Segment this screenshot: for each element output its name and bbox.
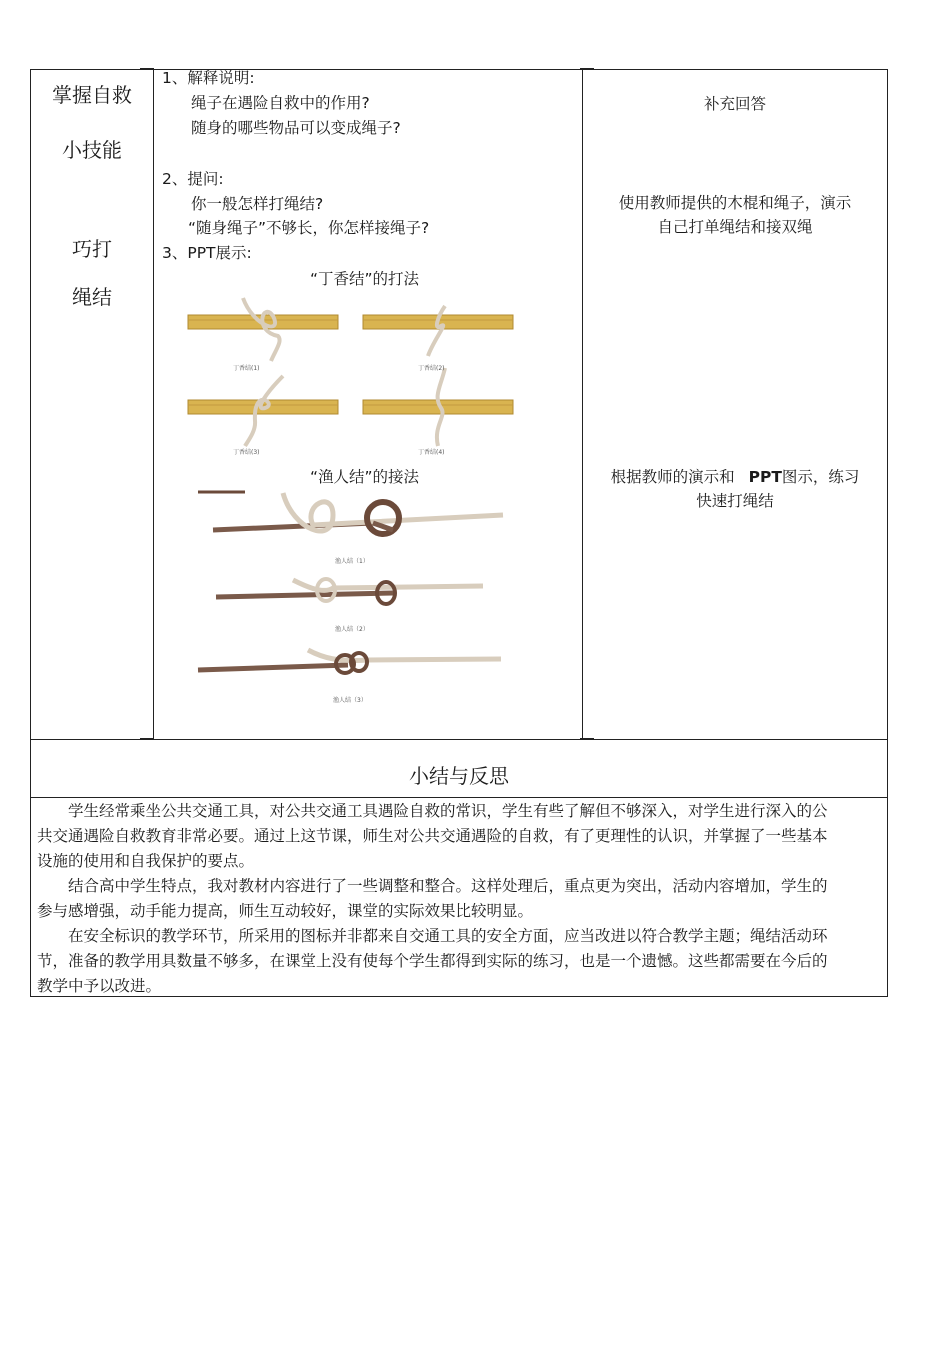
topic-line-1: 掌握自救: [52, 83, 132, 107]
topic-line-3: 巧打: [72, 237, 112, 261]
table-tick: [580, 68, 594, 69]
row-divider-2: [30, 797, 888, 798]
fisher-caption-1: 渔人结（1）: [335, 558, 369, 565]
fisher-step-1: [213, 493, 503, 534]
clove-caption-2: 丁香结(2): [418, 365, 445, 372]
fisher-caption-2: 渔人结（2）: [335, 626, 369, 633]
student-activity-2: [583, 191, 887, 239]
clove-caption-1: 丁香结(1): [233, 365, 260, 372]
summary-paragraph-2: 结合高中学生特点，我对教材内容进行了一些调整和整合。这样处理后，重点更为突出，活动内容增加，学生的参与感增强，动手能力提高，师生互动较好，课堂的实际效果比较明显。: [37, 877, 828, 920]
fisher-step-3: [198, 650, 501, 673]
fisherman-knot-image: [183, 490, 510, 712]
table-tick: [580, 738, 594, 739]
topic-line-2: 小技能: [62, 138, 122, 162]
table-tick: [140, 738, 154, 739]
fisherman-knot-title: “渔人结”的接法: [310, 468, 420, 486]
student-activity-3-text-c: 图示，练习: [781, 468, 860, 486]
topic-line-4: 绳结: [72, 285, 112, 309]
student-activity-3-line2: 快速打绳结: [696, 492, 774, 510]
clove-hitch-title: “丁香结”的打法: [310, 270, 420, 288]
clove-step-3: [188, 376, 338, 446]
student-activity-2-line2: 自己打单绳结和接双绳: [657, 218, 813, 236]
clove-step-1: [188, 298, 338, 361]
item1-question2: 随身的哪些物品可以变成绳子?: [191, 119, 401, 137]
student-activity-3-text-ppt: PPT: [748, 468, 782, 486]
column-divider-2: [582, 69, 583, 739]
summary-paragraph-3: 在安全标识的教学环节，所采用的图标并非都来自交通工具的安全方面，应当改进以符合教学主题；绳结活动环节，准备的教学用具数量不够多，在课堂上没有使每个学生都得到实际的练习，也是一个遗憾。这些都需要在今后的教学中予以改进。: [37, 927, 828, 995]
item2-question2: “随身绳子”不够长，你怎样接绳子?: [188, 219, 430, 237]
student-activity-2-line1: 使用教师提供的木棍和绳子，演示: [618, 194, 852, 212]
item3-title: 3、PPT展示:: [162, 244, 252, 262]
clove-caption-4: 丁香结(4): [418, 449, 445, 456]
item1-question1: 绳子在遇险自救中的作用?: [191, 94, 370, 112]
item2-question1: 你一般怎样打绳结?: [191, 195, 324, 213]
student-activity-3-line1: [583, 465, 887, 489]
fisherman-knot-diagram: [183, 490, 510, 712]
fisher-step-2: [216, 579, 483, 604]
clove-step-4: [363, 368, 513, 446]
clove-caption-3: 丁香结(3): [233, 449, 260, 456]
item2-title: 2、提问:: [162, 170, 224, 188]
student-activity-3: [583, 465, 887, 513]
column-divider-1: [153, 69, 154, 739]
summary-paragraph-1: 学生经常乘坐公共交通工具，对公共交通工具遇险自救的常识，学生有些了解但不够深入，对学生进行深入的公共交通遇险自救教育非常必要。通过上这节课，师生对公共交通遇险的自救，有了更理性的认识，并掌握了一些基本设施的使用和自我保护的要点。: [37, 802, 828, 870]
student-activity-1: 补充回答: [703, 95, 766, 113]
clove-hitch-image: [183, 296, 525, 458]
summary-title: 小结与反思: [409, 764, 509, 788]
clove-step-2: [363, 306, 513, 356]
fisher-caption-3: 渔人结（3）: [333, 697, 367, 704]
table-tick: [140, 68, 154, 69]
clove-hitch-diagram: [183, 296, 525, 458]
row-divider-1: [30, 739, 888, 740]
item1-title: 1、解释说明:: [162, 69, 255, 87]
student-activity-3-text-a: 根据教师的演示和: [610, 468, 735, 486]
